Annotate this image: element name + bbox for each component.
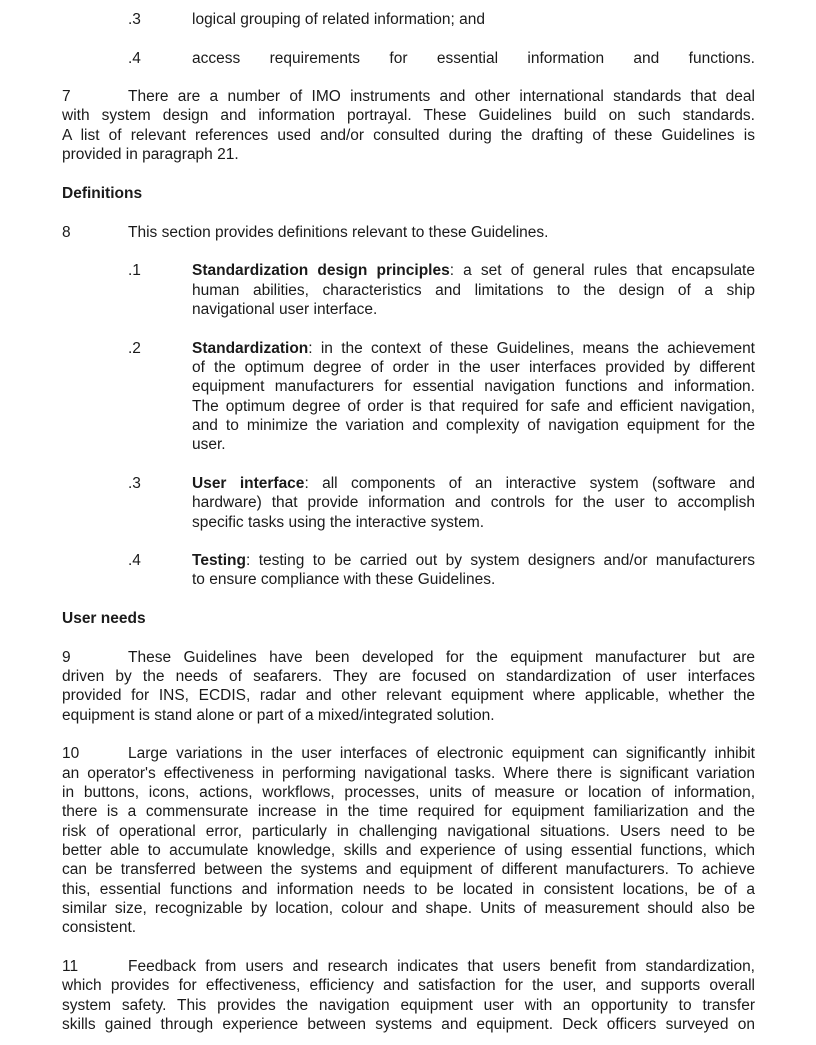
paragraph-line: an operator's effectiveness in performing navigational tasks. Where there is significant variation — [62, 765, 755, 782]
definition-text: : testing to be carried out by system designers and/or manufacturers — [245, 552, 755, 569]
paragraph-number: 8 — [62, 224, 71, 241]
section-heading-user-needs: User needs — [62, 610, 146, 627]
definition-first-line — [192, 551, 755, 570]
definition-line: user. — [192, 436, 226, 453]
list-item-number: .3 — [128, 11, 141, 28]
paragraph-line: risk of operational error, particularly in challenging navigational situations. Users need to be — [62, 823, 755, 840]
paragraph-line: this, essential functions and information needs to be located in consistent locations, be of a — [62, 881, 755, 898]
definition-number: .1 — [128, 262, 141, 279]
list-item-text: access requirements for essential information and functions. — [192, 50, 755, 67]
paragraph-line: Feedback from users and research indicates that users benefit from standardization, — [128, 958, 755, 975]
definition-text: : all components of an interactive system (software and — [304, 475, 755, 492]
definition-text: : a set of general rules that encapsulate — [449, 262, 755, 279]
paragraph-line: better able to accumulate knowledge, skills and experience of using essential functions, which — [62, 842, 755, 859]
definition-term: Standardization — [192, 340, 309, 357]
paragraph-line: This section provides definitions relevant to these Guidelines. — [128, 224, 549, 241]
definition-first-line — [192, 261, 755, 280]
definition-term: Testing — [192, 552, 246, 569]
paragraph-number: 11 — [62, 958, 79, 975]
paragraph-line: can be transferred between the systems and equipment of different manufacturers. To achieve — [62, 861, 755, 878]
paragraph-line: which provides for effectiveness, efficiency and satisfaction for the user, and supports overall — [62, 977, 755, 994]
definition-number: .4 — [128, 552, 141, 569]
paragraph-number: 7 — [62, 88, 71, 105]
section-heading-definitions: Definitions — [62, 185, 143, 202]
paragraph-line: equipment is stand alone or part of a mixed/integrated solution. — [62, 707, 495, 724]
definition-first-line — [192, 339, 755, 358]
definition-number: .2 — [128, 340, 141, 357]
definition-line: specific tasks using the interactive system. — [192, 514, 485, 531]
paragraph-line: there is a commensurate increase in the time required for equipment familiarization and the — [62, 803, 755, 820]
paragraph-line: consistent. — [62, 919, 137, 936]
paragraph-number: 9 — [62, 649, 71, 666]
definition-text: : in the context of these Guidelines, means the achievement — [308, 340, 755, 357]
definition-line: navigational user interface. — [192, 301, 378, 318]
definition-line: The optimum degree of order is that required for safe and efficient navigation, — [192, 398, 755, 415]
paragraph-line: in buttons, icons, actions, workflows, processes, units of measure or location of information, — [62, 784, 755, 801]
paragraph-line: There are a number of IMO instruments and other international standards that deal — [128, 88, 755, 105]
paragraph-line: A list of relevant references used and/or consulted during the drafting of these Guidelines is — [62, 127, 755, 144]
paragraph-number: 10 — [62, 745, 80, 762]
paragraph-line: with system design and information portrayal. These Guidelines build on such standards. — [62, 107, 755, 124]
list-item-number: .4 — [128, 50, 141, 67]
definition-line: equipment manufacturers for essential navigation functions and information. — [192, 378, 755, 395]
paragraph-line: These Guidelines have been developed for the equipment manufacturer but are — [128, 649, 755, 666]
paragraph-line: provided for INS, ECDIS, radar and other relevant equipment where applicable, whether the — [62, 687, 755, 704]
definition-line: and to minimize the variation and complexity of navigation equipment for the — [192, 417, 755, 434]
paragraph-line: provided in paragraph 21. — [62, 146, 239, 163]
definition-line: of the optimum degree of order in the user interfaces provided by different — [192, 359, 755, 376]
definition-term: Standardization design principles — [192, 262, 450, 279]
paragraph-line: skills gained through experience between systems and equipment. Deck officers surveyed on — [62, 1016, 755, 1033]
definition-first-line — [192, 474, 755, 493]
paragraph-line: system safety. This provides the navigation equipment user with an opportunity to transfer — [62, 997, 755, 1014]
paragraph-line: Large variations in the user interfaces of electronic equipment can significantly inhibit — [128, 745, 755, 762]
paragraph-line: similar size, recognizable by location, colour and shape. Units of measurement should also be — [62, 900, 755, 917]
paragraph-line: driven by the needs of seafarers. They are focused on standardization of user interfaces — [62, 668, 755, 685]
definition-term: User interface — [192, 475, 305, 492]
definition-line: human abilities, characteristics and limitations to the design of a ship — [192, 282, 755, 299]
definition-number: .3 — [128, 475, 141, 492]
list-item-text: logical grouping of related information; and — [192, 11, 485, 28]
definition-line: hardware) that provide information and controls for the user to accomplish — [192, 494, 755, 511]
definition-line: to ensure compliance with these Guidelines. — [192, 571, 496, 588]
